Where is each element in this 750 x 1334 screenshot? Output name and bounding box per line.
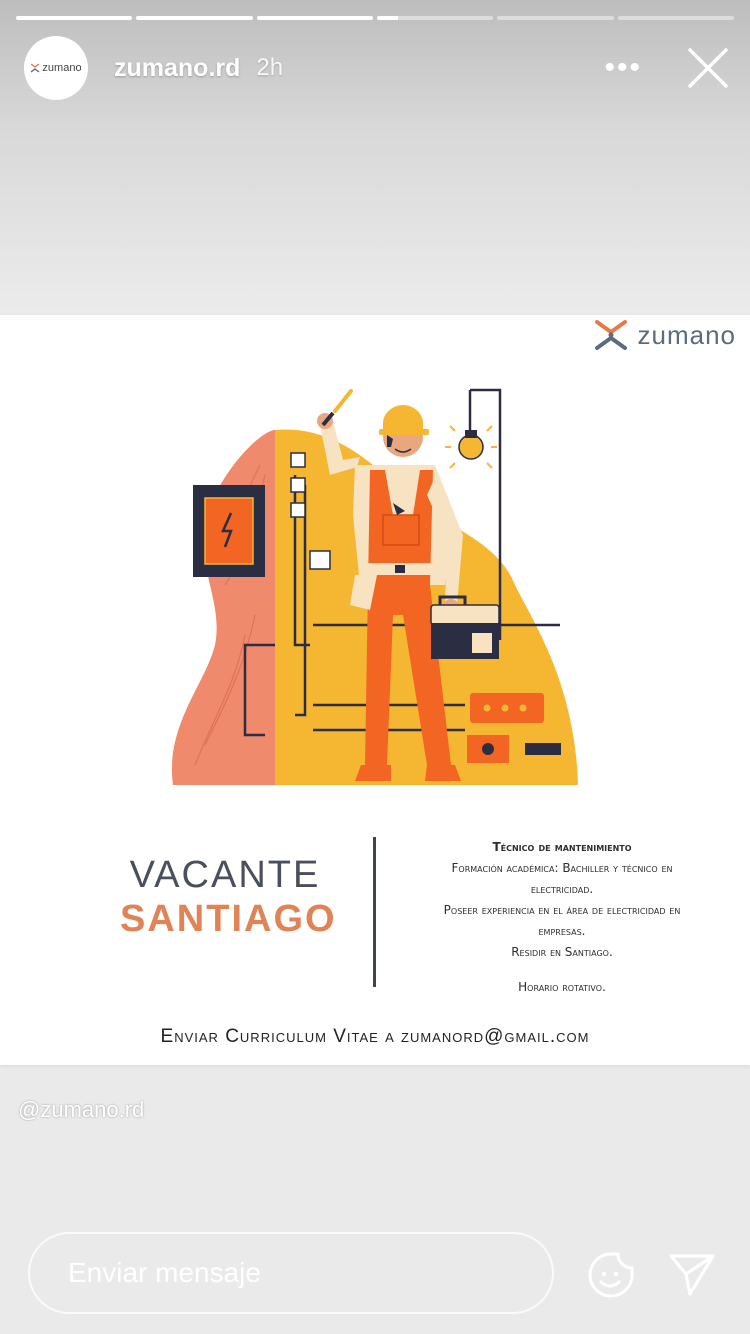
progress-segment [136, 16, 252, 20]
close-icon [688, 48, 728, 88]
job-details [398, 837, 726, 998]
avatar[interactable] [24, 36, 88, 100]
cv-instructions: Enviar Curriculum Vitae a zumanord@gmail.com [160, 1026, 590, 1047]
city-label: SANTIAGO [120, 897, 337, 940]
more-options-icon[interactable]: ••• [604, 51, 642, 84]
brand-name: zumano [637, 319, 736, 350]
job-title: Técnico de mantenimiento [492, 840, 632, 854]
requirement-line: electricidad. [530, 882, 594, 896]
progress-fill [257, 16, 373, 20]
requirement-line: Residir en Santiago. [511, 945, 613, 959]
requirement-line: Formación académica: Bachiller y técnico en [451, 861, 673, 875]
story-progress-bar [16, 16, 734, 20]
message-input[interactable] [28, 1232, 554, 1314]
mention-sticker[interactable]: @zumano.rd [18, 1097, 145, 1122]
progress-segment [257, 16, 373, 20]
schedule-line: Horario rotativo. [518, 980, 606, 994]
vacancy-label: VACANTE [129, 854, 321, 896]
sticker-reaction-icon[interactable] [586, 1250, 636, 1300]
progress-fill [377, 16, 398, 20]
avatar-label: zumano [42, 62, 82, 74]
message-placeholder: Enviar mensaje [68, 1257, 261, 1288]
progress-segment [16, 16, 132, 20]
brand-logo [594, 319, 737, 351]
close-button[interactable] [686, 46, 730, 90]
story-post-image [0, 315, 750, 1065]
story-header [24, 36, 730, 100]
electrician-illustration [165, 385, 585, 790]
progress-segment [497, 16, 613, 20]
progress-segment [377, 16, 493, 20]
progress-fill [136, 16, 252, 20]
username[interactable]: zumano.rd [114, 53, 241, 82]
zumano-mark-icon [30, 63, 40, 73]
post-time: 2h [256, 54, 284, 81]
zumano-mark-icon [594, 319, 628, 351]
vacancy-heading [120, 854, 337, 941]
requirement-line: empresas. [538, 924, 586, 938]
progress-fill [16, 16, 132, 20]
avatar-logo [30, 62, 81, 74]
send-icon[interactable] [668, 1252, 716, 1298]
requirement-line: Poseer experiencia en el área de electricidad en [443, 903, 681, 917]
divider [373, 837, 376, 987]
progress-segment [618, 16, 734, 20]
